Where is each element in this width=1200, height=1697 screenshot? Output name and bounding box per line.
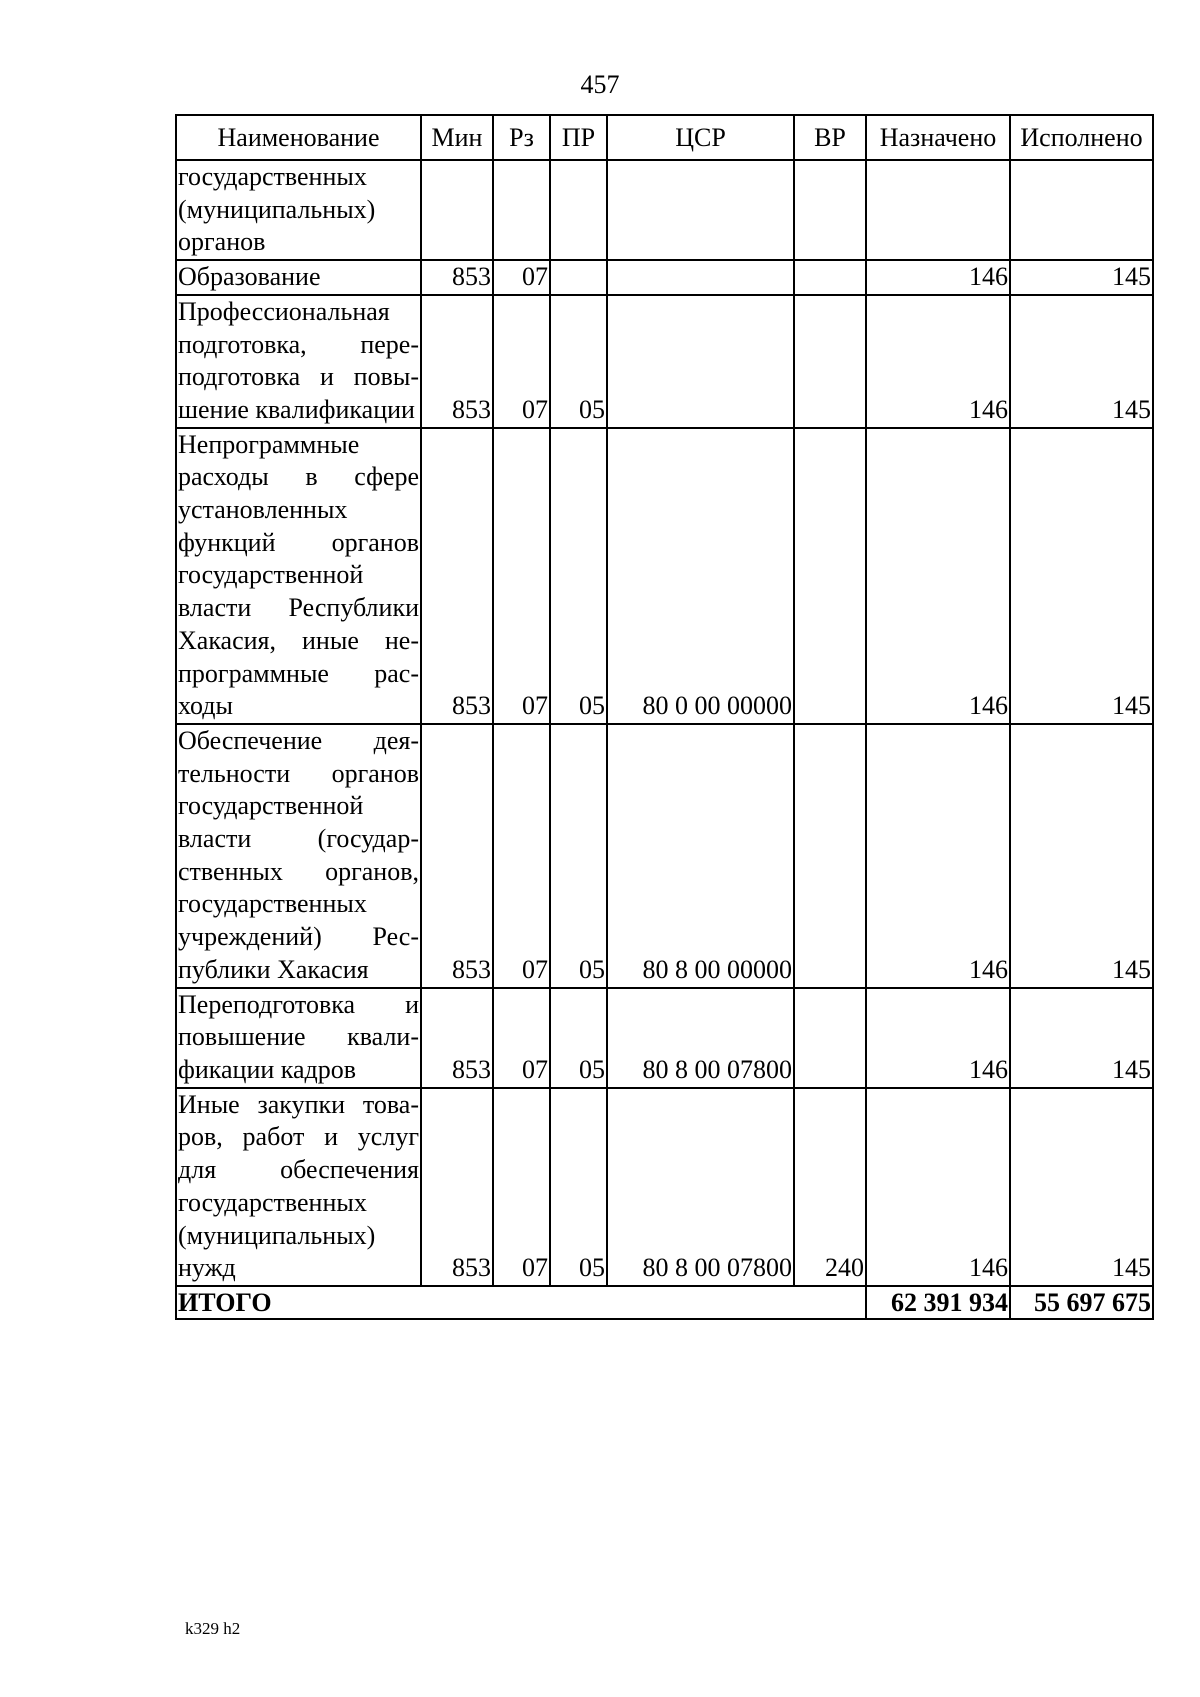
row-rz: 07 [493,988,550,1088]
row-rz [493,160,550,260]
row-rz: 07 [493,295,550,428]
budget-table [175,114,1154,1320]
row-rz: 07 [493,724,550,988]
header-pr: ПР [550,115,607,160]
row-name: Обеспечение деятельности органов государственной власти (государственных органов, государственных учреждений) Республики Хакасия [176,724,421,988]
table-row [176,988,1153,1088]
row-csr: 80 8 00 00000 [607,724,794,988]
row-executed: 145 [1010,260,1153,295]
row-name: государственных (муниципальных) органов [176,160,421,260]
table-header-row [176,115,1153,160]
row-assigned: 146 [866,428,1010,724]
row-name: Непрограммные расходы в сфере установленных функций органов государственной власти Республики Хакасия, иные непрограммные расходы [176,428,421,724]
total-executed: 55 697 675 [1010,1286,1153,1319]
table-row [176,260,1153,295]
total-row [176,1286,1153,1319]
row-executed: 145 [1010,988,1153,1088]
table-row [176,724,1153,988]
row-pr [550,260,607,295]
row-assigned: 146 [866,260,1010,295]
row-assigned [866,160,1010,260]
total-assigned: 62 391 934 [866,1286,1010,1319]
header-assigned: Назначено [866,115,1010,160]
row-pr [550,160,607,260]
row-pr: 05 [550,295,607,428]
header-executed: Исполнено [1010,115,1153,160]
header-vr: ВР [794,115,866,160]
row-name: Иные закупки товаров, работ и услуг для обеспечения государственных (муниципальных) нужд [176,1088,421,1286]
row-min: 853 [421,295,493,428]
row-min: 853 [421,260,493,295]
row-pr: 05 [550,988,607,1088]
row-assigned: 146 [866,1088,1010,1286]
row-pr: 05 [550,1088,607,1286]
header-name: Наименование [176,115,421,160]
row-executed: 145 [1010,724,1153,988]
row-vr [794,160,866,260]
row-min: 853 [421,428,493,724]
row-min: 853 [421,1088,493,1286]
row-pr: 05 [550,724,607,988]
row-executed: 145 [1010,428,1153,724]
footer-code: k329 h2 [185,1619,241,1638]
table-row [176,295,1153,428]
row-executed: 145 [1010,295,1153,428]
row-min [421,160,493,260]
header-csr: ЦСР [607,115,794,160]
row-rz: 07 [493,260,550,295]
row-csr [607,295,794,428]
row-vr [794,724,866,988]
row-csr [607,260,794,295]
row-vr [794,260,866,295]
row-assigned: 146 [866,988,1010,1088]
table-row [176,1088,1153,1286]
row-rz: 07 [493,428,550,724]
row-executed [1010,160,1153,260]
table-row [176,160,1153,260]
row-vr [794,428,866,724]
row-vr: 240 [794,1088,866,1286]
row-csr [607,160,794,260]
page-number: 457 [580,70,620,99]
row-name: Образование [176,260,421,295]
row-pr: 05 [550,428,607,724]
row-vr [794,295,866,428]
total-label: ИТОГО [176,1286,866,1319]
row-executed: 145 [1010,1088,1153,1286]
row-csr: 80 8 00 07800 [607,1088,794,1286]
row-csr: 80 8 00 07800 [607,988,794,1088]
row-name: Профессиональная подготовка, переподготовка и повышение квалификации [176,295,421,428]
header-rz: Рз [493,115,550,160]
row-name: Переподготовка и повышение квалификации кадров [176,988,421,1088]
row-csr: 80 0 00 00000 [607,428,794,724]
row-vr [794,988,866,1088]
table-row [176,428,1153,724]
row-assigned: 146 [866,724,1010,988]
header-min: Мин [421,115,493,160]
row-assigned: 146 [866,295,1010,428]
row-min: 853 [421,724,493,988]
row-rz: 07 [493,1088,550,1286]
row-min: 853 [421,988,493,1088]
